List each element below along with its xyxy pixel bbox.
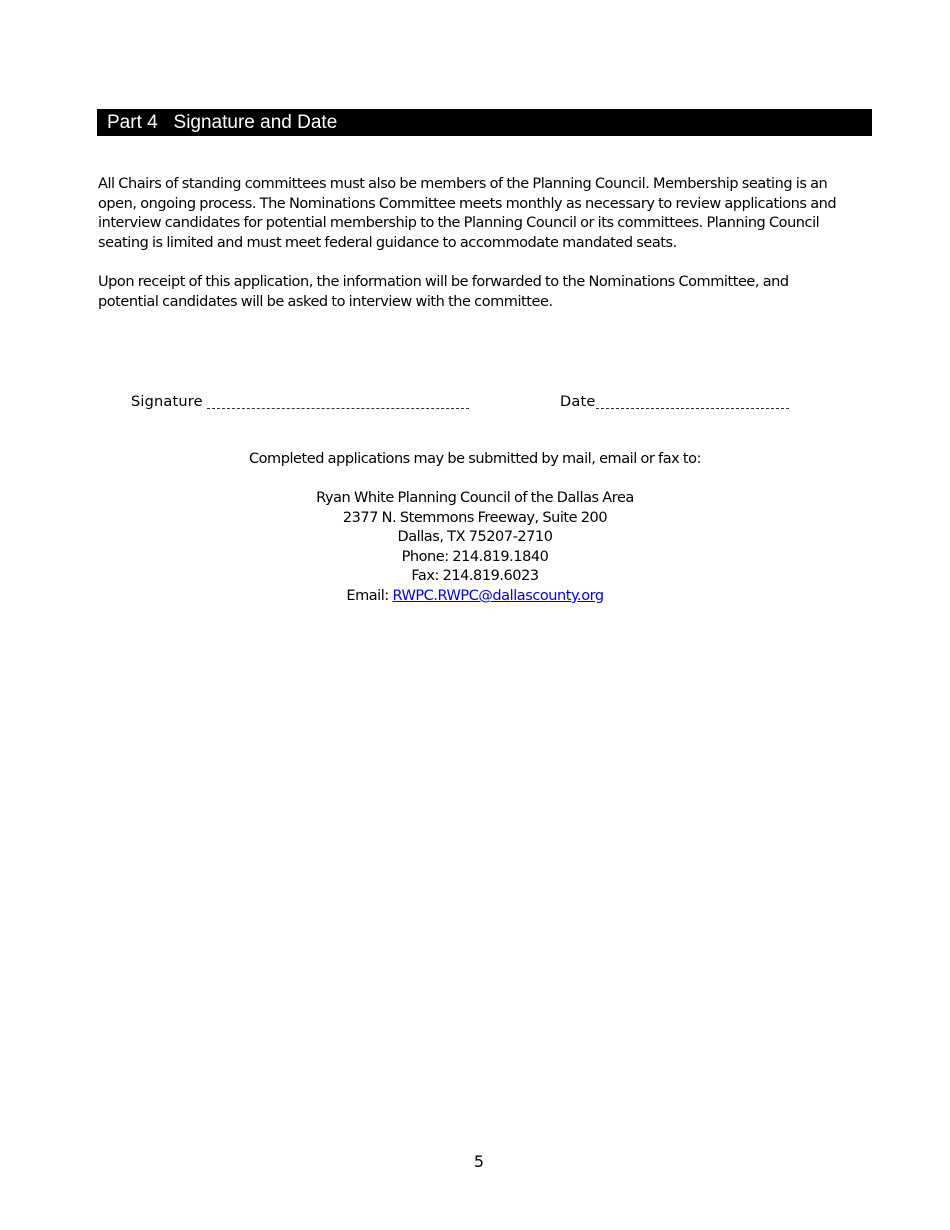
- phone-number: Phone: 214.819.1840: [401, 548, 549, 565]
- committee-membership-paragraph: All Chairs of standing committees must also be members of the Planning Council. Membership seating is an open, ongoing process. The Nominations Committee meets monthly as necessary to review applications and interview candidates for potential membership to the Planning Council or its committees. Planning Council seating is limited and must meet federal guidance to accommodate mandated seats.: [98, 176, 837, 251]
- email-link[interactable]: RWPC.RWPC@dallascounty.org: [392, 587, 604, 604]
- date-label: Date: [560, 394, 596, 410]
- date-line[interactable]: [596, 408, 789, 409]
- city-state-zip: Dallas, TX 75207-2710: [397, 529, 553, 546]
- submission-note: Completed applications may be submitted by mail, email or fax to:: [248, 451, 702, 467]
- mailing-address-block: [0, 489, 950, 607]
- fax-number: Fax: 214.819.6023: [411, 568, 539, 585]
- street-address: 2377 N. Stemmons Freeway, Suite 200: [342, 509, 608, 526]
- email-label: Email:: [346, 587, 393, 604]
- signature-line[interactable]: [207, 408, 469, 409]
- email-line: [0, 587, 950, 607]
- section-header: Part 4 Signature and Date: [97, 109, 872, 136]
- signature-label: Signature: [131, 394, 203, 410]
- page-number: 5: [473, 1152, 485, 1171]
- application-receipt-paragraph: Upon receipt of this application, the information will be forwarded to the Nominations Committee, and potential candidates will be asked to interview with the committee.: [98, 274, 789, 310]
- organization-name: Ryan White Planning Council of the Dallas Area: [316, 490, 634, 506]
